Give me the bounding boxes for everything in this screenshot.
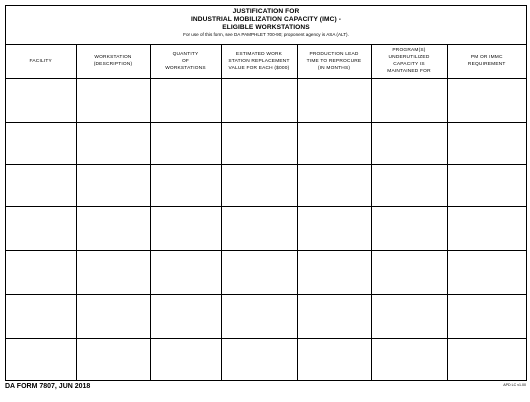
table-row (6, 79, 526, 123)
workstation-table (6, 44, 526, 380)
col-header-lead-time: PRODUCTION LEAD TIME TO REPROCURE (IN MONTHS) (297, 44, 371, 79)
facility-cell[interactable] (6, 79, 76, 123)
lead-time-cell[interactable] (297, 295, 371, 339)
lead-time-cell[interactable] (297, 207, 371, 251)
programs-cell[interactable] (371, 207, 447, 251)
col-header-programs: PROGRAM(S) UNDERUTILIZED CAPACITY IS MAINTAINED FOR (371, 44, 447, 79)
table-row (6, 295, 526, 339)
facility-cell[interactable] (6, 123, 76, 165)
lead-time-cell[interactable] (297, 339, 371, 381)
quantity-cell[interactable] (150, 339, 221, 381)
workstation-cell[interactable] (76, 123, 150, 165)
replacement-value-cell[interactable] (221, 165, 297, 207)
programs-cell[interactable] (371, 165, 447, 207)
col-header-pm-immc: PM OR IMMC REQUIREMENT (447, 44, 526, 79)
col-header-quantity: QUANTITY OF WORKSTATIONS (150, 44, 221, 79)
table-row (6, 207, 526, 251)
header-row (6, 44, 526, 79)
workstation-cell[interactable] (76, 295, 150, 339)
table-body (6, 79, 526, 381)
col-header-facility: FACILITY (6, 44, 76, 79)
replacement-value-cell[interactable] (221, 339, 297, 381)
form-title-line-2: INDUSTRIAL MOBILIZATION CAPACITY (IMC) - (190, 15, 342, 23)
pm-immc-cell[interactable] (447, 339, 526, 381)
facility-cell[interactable] (6, 339, 76, 381)
pm-immc-cell[interactable] (447, 207, 526, 251)
lead-time-cell[interactable] (297, 165, 371, 207)
quantity-cell[interactable] (150, 251, 221, 295)
programs-cell[interactable] (371, 295, 447, 339)
workstation-cell[interactable] (76, 79, 150, 123)
programs-cell[interactable] (371, 339, 447, 381)
quantity-cell[interactable] (150, 79, 221, 123)
replacement-value-cell[interactable] (221, 79, 297, 123)
col-header-workstation: WORKSTATION (DESCRIPTION) (76, 44, 150, 79)
lead-time-cell[interactable] (297, 79, 371, 123)
form-title-line-3: ELIGIBLE WORKSTATIONS (222, 23, 310, 31)
replacement-value-cell[interactable] (221, 207, 297, 251)
form-header (6, 6, 526, 45)
col-header-replacement-value: ESTIMATED WORK STATION REPLACEMENT VALUE FOR EACH ($000) (221, 44, 297, 79)
replacement-value-cell[interactable] (221, 251, 297, 295)
quantity-cell[interactable] (150, 123, 221, 165)
workstation-cell[interactable] (76, 251, 150, 295)
quantity-cell[interactable] (150, 165, 221, 207)
programs-cell[interactable] (371, 79, 447, 123)
table-row (6, 251, 526, 295)
form-version: APD LC v1.00 (503, 383, 526, 387)
pm-immc-cell[interactable] (447, 251, 526, 295)
quantity-cell[interactable] (150, 295, 221, 339)
quantity-cell[interactable] (150, 207, 221, 251)
workstation-cell[interactable] (76, 165, 150, 207)
facility-cell[interactable] (6, 207, 76, 251)
pm-immc-cell[interactable] (447, 165, 526, 207)
facility-cell[interactable] (6, 251, 76, 295)
pm-immc-cell[interactable] (447, 79, 526, 123)
table-row (6, 165, 526, 207)
replacement-value-cell[interactable] (221, 295, 297, 339)
programs-cell[interactable] (371, 123, 447, 165)
facility-cell[interactable] (6, 165, 76, 207)
form-title-line-1: JUSTIFICATION FOR (232, 8, 300, 15)
workstation-cell[interactable] (76, 207, 150, 251)
facility-cell[interactable] (6, 295, 76, 339)
workstation-cell[interactable] (76, 339, 150, 381)
pm-immc-cell[interactable] (447, 123, 526, 165)
table-row (6, 339, 526, 381)
programs-cell[interactable] (371, 251, 447, 295)
form-frame (5, 5, 527, 381)
lead-time-cell[interactable] (297, 123, 371, 165)
form-instruction: For use of this form, see DA PAMPHLET 700-90; proponent agency is ASA (ALT). (183, 31, 349, 37)
pm-immc-cell[interactable] (447, 295, 526, 339)
form-number: DA FORM 7807, JUN 2018 (5, 383, 91, 390)
lead-time-cell[interactable] (297, 251, 371, 295)
replacement-value-cell[interactable] (221, 123, 297, 165)
table-row (6, 123, 526, 165)
